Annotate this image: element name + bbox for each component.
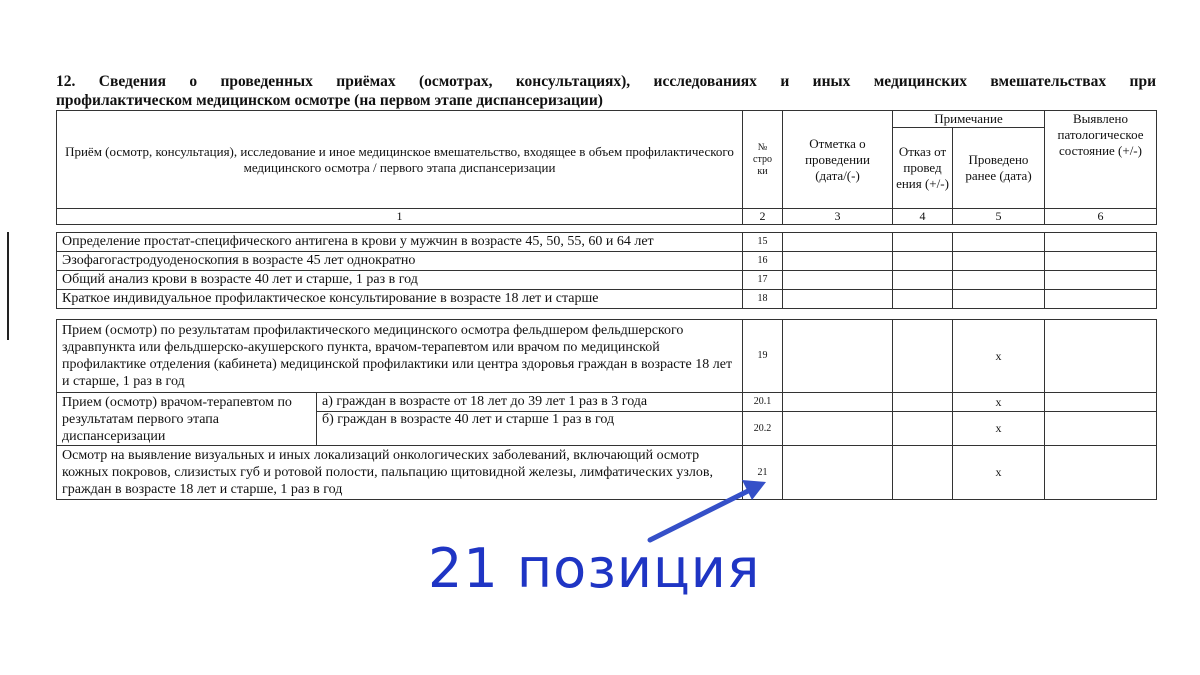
row-number: 19 [743,320,783,393]
row-number: 21 [743,446,783,500]
row-subtext: а) граждан в возрасте от 18 лет до 39 лет 1 раз в 3 года [317,393,743,412]
header-note-group: Примечание [893,111,1045,128]
earlier-cell-x[interactable]: x [953,320,1045,393]
row-text: Осмотр на выявление визуальных и иных локализаций онкологических заболеваний, включающий осмотр кожных покровов, слизистых губ и ротовой полости, пальпацию щитовидной железы, лимфатических узлов, граждан в возрасте 18 лет и старше, 1 раз в год [57,446,743,500]
row-number: 20.1 [743,393,783,412]
earlier-cell-x[interactable]: x [953,412,1045,446]
header-number-4: 4 [893,209,953,225]
row-text: Прием (осмотр) врачом-терапевтом по результатам первого этапа диспансеризации [57,393,317,446]
header-col5: Проведено ранее (дата) [953,128,1045,209]
row-text: Определение простат-специфического антигена в крови у мужчин в возрасте 45, 50, 55, 60 и 64 лет [57,233,743,252]
header-number-6: 6 [1045,209,1157,225]
row-number: 17 [743,271,783,290]
annotation-label: 21 позиция [428,537,761,600]
header-number-2: 2 [743,209,783,225]
row-number: 16 [743,252,783,271]
header-number-5: 5 [953,209,1045,225]
row-subtext: б) граждан в возрасте 40 лет и старше 1 раз в год [317,412,743,446]
header-number-1: 1 [57,209,743,225]
header-number-3: 3 [783,209,893,225]
row-number: 15 [743,233,783,252]
section-heading-line1: 12. Сведения о проведенных приёмах (осмотрах, консультациях), исследованиях и иных медицинских вмешательствах при [56,73,1156,90]
header-col2: № стро ки [743,111,783,209]
section-heading-line2: профилактическом медицинском осмотре (на первом этапе диспансеризации) [56,92,603,109]
header-col1: Приём (осмотр, консультация), исследование и иное медицинское вмешательство, входящее в объем профилактического медицинского осмотра / первого этапа диспансеризации [57,111,743,209]
row-text: Общий анализ крови в возрасте 40 лет и старше, 1 раз в год [57,271,743,290]
row-text: Прием (осмотр) по результатам профилактического медицинского осмотра фельдшером фельдшерского здравпункта или фельдшерско-акушерского пункта, врачом-терапевтом или врачом по медицинской профилактике отделения (кабинета) медицинской профилактики или центра здоровья граждан в возрасте 18 лет и старше, 1 раз в год [57,320,743,393]
earlier-cell-x[interactable]: x [953,446,1045,500]
header-col4: Отказ от провед ения (+/-) [893,128,953,209]
row-text: Краткое индивидуальное профилактическое консультирование в возрасте 18 лет и старше [57,290,743,309]
header-col6: Выявлено патологическое состояние (+/-) [1045,111,1157,209]
row-number: 18 [743,290,783,309]
row-number: 20.2 [743,412,783,446]
row-text: Эзофагогастродуоденоскопия в возрасте 45 лет однократно [57,252,743,271]
header-col3: Отметка о проведении (дата/(-) [783,111,893,209]
earlier-cell-x[interactable]: x [953,393,1045,412]
